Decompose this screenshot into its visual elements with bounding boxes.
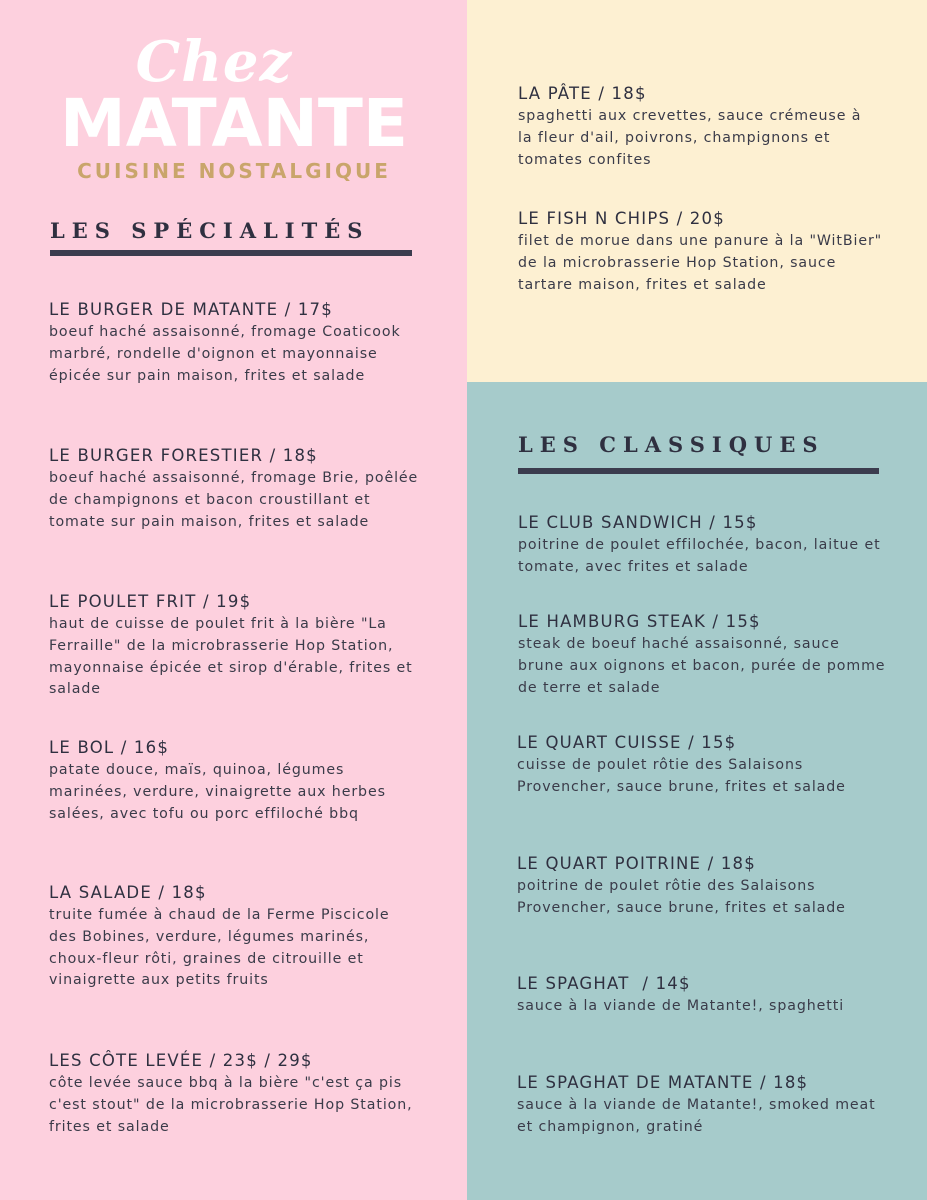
- menu-item: [518, 610, 888, 699]
- menu-item: [49, 1049, 419, 1138]
- menu-item: [517, 1071, 887, 1139]
- menu-item-name: LES CÔTE LEVÉE / 23$ / 29$: [49, 1051, 313, 1070]
- menu-item-desc: sauce à la viande de Matante!, smoked meat et champignon, gratiné: [517, 1097, 876, 1135]
- menu-item-name: LA PÂTE / 18$: [518, 84, 647, 103]
- menu-item-desc: steak de boeuf haché assaisonné, sauce brune aux oignons et bacon, purée de pomme de terre et salade: [518, 636, 886, 696]
- logo-tagline: CUISINE NOSTALGIQUE: [77, 159, 391, 183]
- menu-item: [517, 731, 847, 799]
- menu-item: [49, 298, 429, 387]
- menu-item: [49, 444, 429, 533]
- menu-item-name: LE QUART POITRINE / 18$: [517, 854, 756, 873]
- menu-item-name: LE SPAGHAT DE MATANTE / 18$: [517, 1073, 809, 1092]
- right-bottom-panel: [467, 382, 927, 1200]
- menu-item-desc: patate douce, maïs, quinoa, légumes marinées, verdure, vinaigrette aux herbes salées, avec tofu ou porc effiloché bbq: [49, 762, 386, 822]
- right-top-panel: [467, 0, 927, 382]
- menu-item-desc: boeuf haché assaisonné, fromage Brie, poêlée de champignons et bacon croustillant et tomate sur pain maison, frites et salade: [49, 470, 419, 530]
- classiques-rule: [518, 468, 879, 474]
- logo-name: MATANTE: [60, 85, 408, 162]
- menu-item-name: LE HAMBURG STEAK / 15$: [518, 612, 761, 631]
- menu-item: [49, 590, 419, 701]
- menu-item-desc: haut de cuisse de poulet frit à la bière "La Ferraille" de la microbrasserie Hop Station, mayonnaise épicée et sirop d'érable, frites et salade: [49, 616, 413, 698]
- menu-item-name: LE POULET FRIT / 19$: [49, 592, 252, 611]
- menu-item-desc: côte levée sauce bbq à la bière "c'est ça pis c'est stout" de la microbrasserie Hop Station, frites et salade: [49, 1075, 413, 1135]
- menu-item-name: LE BOL / 16$: [49, 738, 170, 757]
- menu-item: [517, 972, 847, 1018]
- classiques-title: LES CLASSIQUES: [518, 432, 825, 457]
- menu-item-desc: poitrine de poulet effilochée, bacon, laitue et tomate, avec frites et salade: [518, 537, 881, 575]
- menu-item-name: LE SPAGHAT / 14$: [517, 974, 691, 993]
- menu-item-desc: sauce à la viande de Matante!, spaghetti: [517, 998, 845, 1014]
- menu-item: [518, 207, 888, 296]
- menu-item-desc: spaghetti aux crevettes, sauce crémeuse à la fleur d'ail, poivrons, champignons et tomates confites: [518, 108, 862, 168]
- menu-item: [517, 852, 847, 920]
- menu-item-name: LE BURGER FORESTIER / 18$: [49, 446, 318, 465]
- menu-item: [49, 736, 409, 825]
- menu-item-desc: truite fumée à chaud de la Ferme Piscicole des Bobines, verdure, légumes marinés, choux-fleur rôti, graines de citrouille et vinaigrette aux petits fruits: [49, 907, 390, 989]
- menu-item-desc: poitrine de poulet rôtie des Salaisons Provencher, sauce brune, frites et salade: [517, 878, 846, 916]
- menu-item-name: LA SALADE / 18$: [49, 883, 207, 902]
- logo-script-text: Chez: [135, 29, 293, 95]
- menu-item-name: LE BURGER DE MATANTE / 17$: [49, 300, 333, 319]
- menu-item-name: LE FISH N CHIPS / 20$: [518, 209, 725, 228]
- specialites-title: LES SPÉCIALITÉS: [50, 218, 370, 243]
- menu-item-desc: boeuf haché assaisonné, fromage Coaticook marbré, rondelle d'oignon et mayonnaise épicée sur pain maison, frites et salade: [49, 324, 401, 384]
- restaurant-logo: [44, 30, 424, 184]
- menu-item: [49, 881, 419, 992]
- menu-item: [518, 82, 878, 171]
- menu-item-name: LE CLUB SANDWICH / 15$: [518, 513, 758, 532]
- menu-item: [518, 511, 888, 579]
- menu-item-desc: filet de morue dans une panure à la "WitBier" de la microbrasserie Hop Station, sauce tartare maison, frites et salade: [518, 233, 883, 293]
- menu-item-desc: cuisse de poulet rôtie des Salaisons Provencher, sauce brune, frites et salade: [517, 757, 846, 795]
- menu-item-name: LE QUART CUISSE / 15$: [517, 733, 737, 752]
- specialites-rule: [50, 250, 412, 256]
